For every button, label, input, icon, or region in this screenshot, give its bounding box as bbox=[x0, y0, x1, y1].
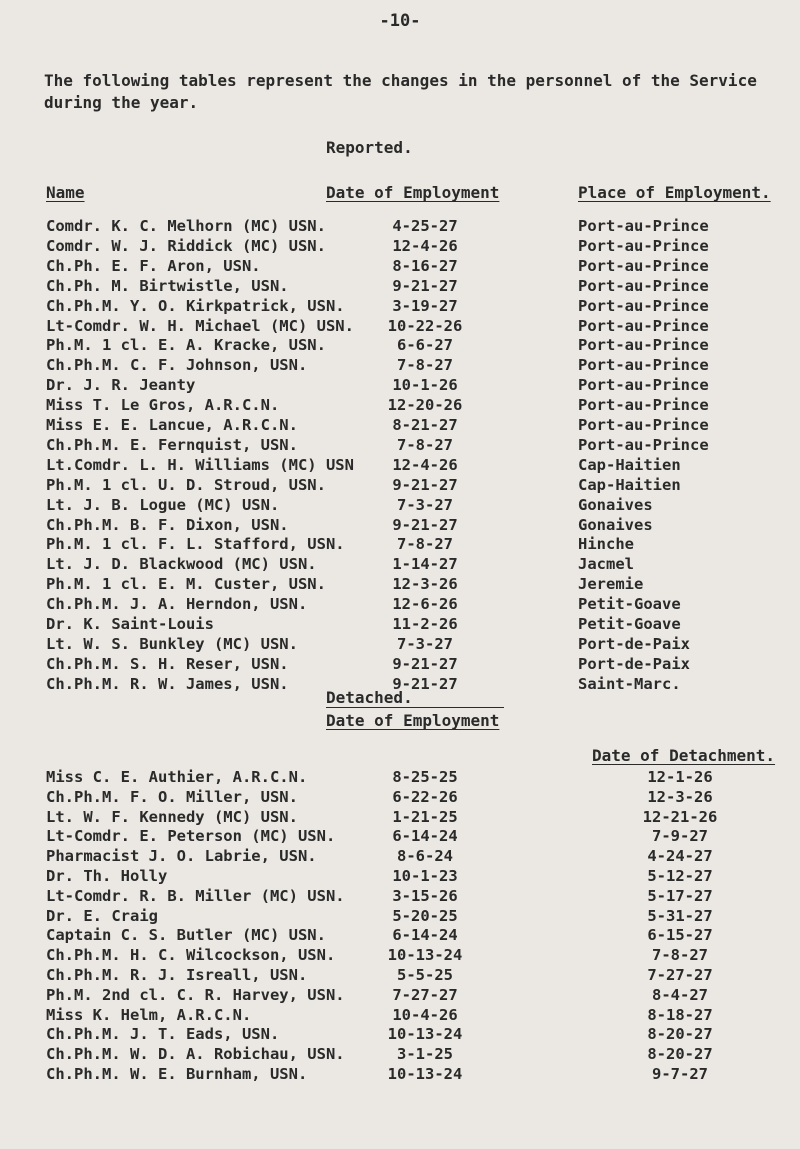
reported-row bbox=[0, 454, 800, 476]
reported-name-cell: Ph.M. 1 cl. E. A. Kracke, USN. bbox=[46, 336, 326, 355]
reported-row bbox=[0, 295, 800, 317]
detached-date-cell: 6-22-26 bbox=[392, 787, 458, 806]
reported-name-cell: Dr. J. R. Jeanty bbox=[46, 376, 196, 395]
reported-date-cell: 1-14-27 bbox=[392, 555, 458, 574]
reported-place-cell: Saint-Marc. bbox=[578, 674, 681, 693]
reported-name-cell: Ch.Ph.M. R. W. James, USN. bbox=[46, 674, 289, 693]
detached-date-cell: 6-14-24 bbox=[392, 926, 458, 945]
detached-name-cell: Lt-Comdr. R. B. Miller (MC) USN. bbox=[46, 886, 345, 905]
reported-name-cell: Comdr. W. J. Riddick (MC) USN. bbox=[46, 236, 326, 255]
detached-name-cell: Miss K. Helm, A.R.C.N. bbox=[46, 1005, 252, 1024]
detached-row bbox=[0, 845, 800, 867]
reported-place-cell: Port-au-Prince bbox=[578, 276, 709, 295]
detached-date-cell: 1-21-25 bbox=[392, 807, 458, 826]
reported-place-cell: Port-au-Prince bbox=[578, 236, 709, 255]
reported-row bbox=[0, 613, 800, 635]
reported-row bbox=[0, 215, 800, 237]
detached-row bbox=[0, 1063, 800, 1085]
intro-paragraph: The following tables represent the changes in the personnel of the Service during the year. bbox=[44, 71, 757, 112]
reported-name-cell: Ch.Ph.M. E. Fernquist, USN. bbox=[46, 435, 298, 454]
reported-date-cell: 9-21-27 bbox=[392, 276, 458, 295]
reported-name-cell: Comdr. K. C. Melhorn (MC) USN. bbox=[46, 217, 326, 235]
reported-place-cell: Gonaives bbox=[578, 515, 653, 534]
detached-detach-cell: 7-9-27 bbox=[652, 827, 708, 846]
detached-name-cell: Ch.Ph.M. H. C. Wilcockson, USN. bbox=[46, 946, 336, 965]
reported-row bbox=[0, 315, 800, 337]
reported-place-cell: Port-au-Prince bbox=[578, 396, 709, 415]
reported-name-cell: Lt. J. D. Blackwood (MC) USN. bbox=[46, 555, 317, 574]
reported-name-cell: Ch.Ph.M. Y. O. Kirkpatrick, USN. bbox=[46, 296, 345, 315]
detached-name-cell: Lt-Comdr. E. Peterson (MC) USN. bbox=[46, 827, 336, 846]
reported-row bbox=[0, 394, 800, 416]
reported-row bbox=[0, 494, 800, 516]
reported-name-cell: Dr. K. Saint-Louis bbox=[46, 615, 214, 633]
reported-name-cell: Ch.Ph.M. B. F. Dixon, USN. bbox=[46, 515, 289, 534]
detached-rule bbox=[326, 707, 504, 708]
detached-row bbox=[0, 766, 800, 788]
detached-detach-cell: 6-15-27 bbox=[647, 926, 713, 945]
detached-date-cell: 5-20-25 bbox=[392, 906, 458, 925]
reported-row bbox=[0, 514, 800, 536]
reported-date-cell: 8-21-27 bbox=[392, 416, 458, 434]
detached-detach-cell: 8-20-27 bbox=[647, 1045, 713, 1064]
reported-place-cell: Port-de-Paix bbox=[578, 634, 690, 653]
detached-row bbox=[0, 1004, 800, 1026]
detached-row bbox=[0, 1043, 800, 1065]
detached-header-detach: Date of Detachment. bbox=[592, 746, 776, 765]
reported-place-cell: Port-au-Prince bbox=[578, 316, 709, 335]
reported-date-cell: 10-1-26 bbox=[392, 376, 458, 395]
reported-place-cell: Gonaives bbox=[578, 495, 653, 514]
reported-date-cell: 10-22-26 bbox=[387, 316, 463, 335]
detached-detach-cell: 5-12-27 bbox=[647, 867, 713, 885]
reported-date-cell: 4-25-27 bbox=[392, 217, 458, 235]
detached-row bbox=[0, 905, 800, 927]
detached-name-cell: Lt. W. F. Kennedy (MC) USN. bbox=[46, 807, 298, 826]
reported-date-cell: 9-21-27 bbox=[392, 475, 458, 494]
reported-name-cell: Lt. W. S. Bunkley (MC) USN. bbox=[46, 634, 298, 653]
detached-detach-cell: 7-8-27 bbox=[652, 946, 708, 965]
reported-name-cell: Ch.Ph.M. C. F. Johnson, USN. bbox=[46, 356, 308, 375]
reported-date-cell: 6-6-27 bbox=[397, 336, 453, 355]
reported-row bbox=[0, 235, 800, 257]
reported-date-cell: 3-19-27 bbox=[392, 296, 458, 315]
reported-name-cell: Lt.Comdr. L. H. Williams (MC) USN bbox=[46, 455, 354, 474]
detached-name-cell: Miss C. E. Authier, A.R.C.N. bbox=[46, 768, 308, 786]
detached-row bbox=[0, 924, 800, 946]
detached-date-cell: 7-27-27 bbox=[392, 985, 458, 1004]
reported-place-cell: Jacmel bbox=[578, 555, 634, 574]
detached-name-cell: Dr. E. Craig bbox=[46, 906, 158, 925]
reported-name-cell: Miss E. E. Lancue, A.R.C.N. bbox=[46, 416, 298, 434]
detached-row bbox=[0, 1023, 800, 1045]
detached-name-cell: Ch.Ph.M. F. O. Miller, USN. bbox=[46, 787, 298, 806]
reported-row bbox=[0, 553, 800, 575]
reported-place-cell: Jeremie bbox=[578, 575, 644, 594]
detached-name-cell: Ch.Ph.M. W. D. A. Robichau, USN. bbox=[46, 1045, 345, 1064]
detached-detach-cell: 12-3-26 bbox=[647, 787, 713, 806]
page-number: -10- bbox=[379, 11, 421, 31]
reported-row bbox=[0, 533, 800, 555]
reported-row bbox=[0, 255, 800, 277]
detached-date-cell: 3-15-26 bbox=[392, 886, 458, 905]
reported-place-cell: Port-au-Prince bbox=[578, 296, 709, 315]
detached-header-date: Date of Employment bbox=[326, 711, 500, 730]
reported-name-cell: Miss T. Le Gros, A.R.C.N. bbox=[46, 396, 280, 415]
reported-row bbox=[0, 275, 800, 297]
reported-name-cell: Ch.Ph. M. Birtwistle, USN. bbox=[46, 276, 289, 295]
reported-date-cell: 8-16-27 bbox=[392, 256, 458, 275]
detached-date-cell: 5-5-25 bbox=[397, 966, 453, 984]
reported-date-cell: 12-6-26 bbox=[392, 595, 458, 614]
reported-place-cell: Petit-Goave bbox=[578, 595, 681, 614]
detached-detach-cell: 7-27-27 bbox=[647, 966, 713, 984]
reported-date-cell: 7-3-27 bbox=[397, 634, 453, 653]
reported-place-cell: Port-au-Prince bbox=[578, 356, 709, 375]
reported-row bbox=[0, 653, 800, 675]
reported-place-cell: Port-au-Prince bbox=[578, 416, 709, 434]
reported-place-cell: Port-au-Prince bbox=[578, 435, 709, 454]
reported-header-date: Date of Employment bbox=[326, 183, 500, 202]
reported-title: Reported. bbox=[326, 138, 413, 157]
reported-row bbox=[0, 474, 800, 496]
reported-name-cell: Ch.Ph.M. J. A. Herndon, USN. bbox=[46, 595, 308, 614]
reported-place-cell: Port-au-Prince bbox=[578, 336, 709, 355]
reported-date-cell: 12-4-26 bbox=[392, 455, 458, 474]
reported-header-place: Place of Employment. bbox=[578, 183, 771, 202]
detached-detach-cell: 8-4-27 bbox=[652, 985, 708, 1004]
detached-title: Detached. bbox=[326, 688, 413, 707]
reported-row bbox=[0, 434, 800, 456]
detached-row bbox=[0, 825, 800, 847]
reported-row bbox=[0, 334, 800, 356]
reported-date-cell: 12-20-26 bbox=[387, 396, 463, 415]
detached-date-cell: 10-4-26 bbox=[392, 1005, 458, 1024]
reported-date-cell: 12-3-26 bbox=[392, 575, 458, 594]
detached-row bbox=[0, 885, 800, 907]
detached-detach-cell: 5-31-27 bbox=[647, 906, 713, 925]
reported-place-cell: Port-au-Prince bbox=[578, 217, 709, 235]
reported-date-cell: 7-8-27 bbox=[397, 435, 453, 454]
detached-date-cell: 10-13-24 bbox=[387, 946, 463, 965]
detached-date-cell: 8-6-24 bbox=[397, 847, 453, 866]
detached-detach-cell: 4-24-27 bbox=[647, 847, 713, 866]
detached-detach-cell: 5-17-27 bbox=[647, 886, 713, 905]
reported-place-cell: Port-de-Paix bbox=[578, 654, 690, 673]
reported-place-cell: Petit-Goave bbox=[578, 615, 681, 633]
detached-name-cell: Captain C. S. Butler (MC) USN. bbox=[46, 926, 326, 945]
detached-detach-cell: 9-7-27 bbox=[652, 1065, 708, 1083]
detached-row bbox=[0, 984, 800, 1006]
detached-detach-cell: 8-20-27 bbox=[647, 1025, 713, 1044]
reported-date-cell: 9-21-27 bbox=[392, 654, 458, 673]
reported-row bbox=[0, 354, 800, 376]
reported-date-cell: 12-4-26 bbox=[392, 236, 458, 255]
reported-date-cell: 11-2-26 bbox=[392, 615, 458, 633]
reported-name-cell: Lt-Comdr. W. H. Michael (MC) USN. bbox=[46, 316, 354, 335]
detached-date-cell: 10-13-24 bbox=[387, 1065, 463, 1083]
detached-detach-cell: 8-18-27 bbox=[647, 1005, 713, 1024]
detached-detach-cell: 12-1-26 bbox=[647, 768, 713, 786]
reported-name-cell: Ph.M. 1 cl. F. L. Stafford, USN. bbox=[46, 535, 345, 554]
detached-detach-cell: 12-21-26 bbox=[642, 807, 718, 826]
detached-row bbox=[0, 944, 800, 966]
reported-header-name: Name bbox=[46, 183, 85, 202]
reported-name-cell: Ch.Ph.M. S. H. Reser, USN. bbox=[46, 654, 289, 673]
reported-place-cell: Cap-Haitien bbox=[578, 475, 681, 494]
reported-row bbox=[0, 633, 800, 655]
detached-name-cell: Ch.Ph.M. W. E. Burnham, USN. bbox=[46, 1065, 308, 1083]
reported-name-cell: Ch.Ph. E. F. Aron, USN. bbox=[46, 256, 261, 275]
reported-date-cell: 7-3-27 bbox=[397, 495, 453, 514]
reported-row bbox=[0, 414, 800, 436]
reported-date-cell: 7-8-27 bbox=[397, 535, 453, 554]
detached-name-cell: Pharmacist J. O. Labrie, USN. bbox=[46, 847, 317, 866]
reported-place-cell: Port-au-Prince bbox=[578, 256, 709, 275]
detached-name-cell: Dr. Th. Holly bbox=[46, 867, 168, 885]
detached-row bbox=[0, 786, 800, 808]
reported-name-cell: Lt. J. B. Logue (MC) USN. bbox=[46, 495, 280, 514]
reported-place-cell: Cap-Haitien bbox=[578, 455, 681, 474]
reported-name-cell: Ph.M. 1 cl. E. M. Custer, USN. bbox=[46, 575, 326, 594]
reported-row bbox=[0, 593, 800, 615]
detached-name-cell: Ch.Ph.M. J. T. Eads, USN. bbox=[46, 1025, 280, 1044]
detached-name-cell: Ph.M. 2nd cl. C. R. Harvey, USN. bbox=[46, 985, 345, 1004]
detached-row bbox=[0, 865, 800, 887]
reported-place-cell: Hinche bbox=[578, 535, 634, 554]
reported-date-cell: 9-21-27 bbox=[392, 674, 458, 693]
reported-place-cell: Port-au-Prince bbox=[578, 376, 709, 395]
reported-date-cell: 7-8-27 bbox=[397, 356, 453, 375]
detached-name-cell: Ch.Ph.M. R. J. Isreall, USN. bbox=[46, 966, 308, 984]
reported-name-cell: Ph.M. 1 cl. U. D. Stroud, USN. bbox=[46, 475, 326, 494]
detached-row bbox=[0, 806, 800, 828]
reported-row bbox=[0, 573, 800, 595]
detached-date-cell: 10-13-24 bbox=[387, 1025, 463, 1044]
detached-row bbox=[0, 964, 800, 986]
detached-date-cell: 6-14-24 bbox=[392, 827, 458, 846]
reported-date-cell: 9-21-27 bbox=[392, 515, 458, 534]
detached-date-cell: 10-1-23 bbox=[392, 867, 458, 885]
detached-date-cell: 3-1-25 bbox=[397, 1045, 453, 1064]
reported-row bbox=[0, 374, 800, 396]
detached-date-cell: 8-25-25 bbox=[392, 768, 458, 786]
